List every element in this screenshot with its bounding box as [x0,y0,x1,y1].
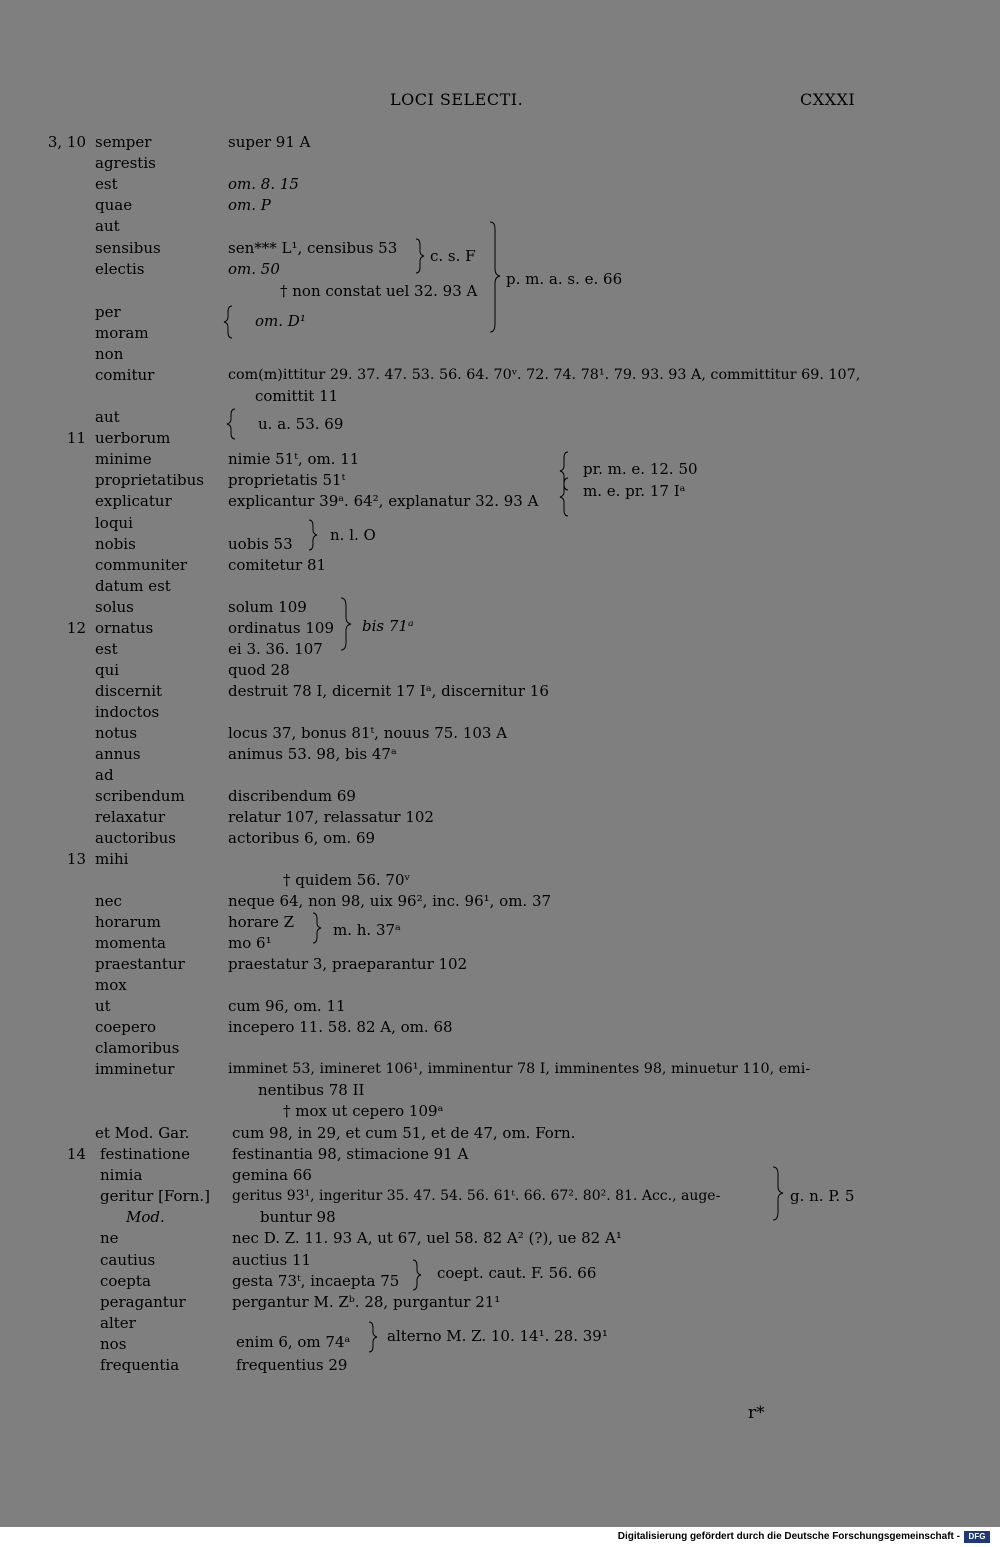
variant-note: explicantur 39ᵃ. 64², explanatur 32. 93 A [228,492,539,510]
lemma: et Mod. Gar. [95,1124,190,1142]
lemma: mihi [95,850,129,868]
brace-alterno [369,1322,377,1352]
variant-note: comitetur 81 [228,556,327,574]
variant-note: cum 98, in 29, et cum 51, et de 47, om. Forn. [232,1124,576,1142]
line-reference: 14 [66,1145,86,1163]
lemma: mox [95,976,127,994]
lemma: agrestis [95,154,156,172]
variant-note: relatur 107, relassatur 102 [228,808,434,826]
variant-note: gesta 73ᵗ, incaepta 75 [232,1272,400,1290]
brace-coept-caut [413,1260,421,1290]
variant-note: † non constat uel 32. 93 A [280,282,478,300]
lemma: frequentia [100,1356,180,1374]
lemma: notus [95,724,138,742]
lemma: coepero [95,1018,156,1036]
variant-note: nimie 51ᵗ, om. 11 [228,450,360,468]
lemma: moram [95,324,149,342]
lemma: nimia [100,1166,143,1184]
lemma: electis [95,260,145,278]
variant-note: proprietatis 51ᵗ [228,471,346,489]
lemma: est [95,640,118,658]
variant-note: † quidem 56. 70ᵛ [283,871,411,889]
lemma: loqui [95,514,133,532]
lemma: explicatur [95,492,172,510]
lemma: ad [95,766,114,784]
variant-note: ordinatus 109 [228,619,334,637]
running-title: LOCI SELECTI. [390,90,524,109]
lemma: discernit [95,682,163,700]
brace-c-s-f [416,239,424,273]
line-reference: 3, 10 [47,133,86,151]
brace-m-e-pr [560,478,568,516]
variant-note: uobis 53 [228,535,293,553]
variant-note: nec D. Z. 11. 93 A, ut 67, uel 58. 82 A² (?), ue 82 A¹ [232,1229,622,1247]
footer-bar [0,1527,1000,1547]
variant-note: animus 53. 98, bis 47ᵃ [228,745,397,763]
brace-n-l-o [309,520,317,550]
lemma: aut [95,217,120,235]
variant-note: destruit 78 I, dicernit 17 Iᵃ, discernitur 16 [228,682,549,700]
lemma: sensibus [95,239,161,257]
brace-m-h [313,913,321,943]
variant-note: ei 3. 36. 107 [228,640,323,658]
lemma: praestantur [95,955,185,973]
lemma: coepta [100,1272,151,1290]
lemma: auctoribus [95,829,176,847]
lemma: minime [95,450,152,468]
lemma: datum est [95,577,171,595]
brace-g-n-p [773,1167,783,1220]
variant-note: praestatur 3, praeparantur 102 [228,955,468,973]
lemma: clamoribus [95,1039,180,1057]
variant-note: om. 8. 15 [228,175,299,193]
brace-note: g. n. P. 5 [790,1187,855,1205]
variant-note: locus 37, bonus 81ᵗ, nouus 75. 103 A [228,724,508,742]
lemma: nec [95,892,122,910]
brace-note: p. m. a. s. e. 66 [506,270,623,288]
brace-note: m. e. pr. 17 Iᵃ [583,482,686,500]
variant-note: † mox ut cepero 109ᵃ [283,1102,444,1120]
lemma: semper [95,133,152,151]
lemma: peragantur [100,1293,186,1311]
lemma: geritur [Forn.] [100,1187,210,1205]
lemma: scribendum [95,787,185,805]
brace-note: bis 71ᵃ [362,617,414,635]
funding-notice: Digitalisierung gefördert durch die Deutsche Forschungsgemeinschaft - [617,1531,960,1542]
lemma: imminetur [95,1060,175,1078]
variant-note: actoribus 6, om. 69 [228,829,376,847]
lemma: Mod. [126,1208,165,1226]
lemma: qui [95,661,120,679]
lemma: communiter [95,556,188,574]
line-reference: 11 [66,429,86,447]
variant-note: nentibus 78 II [258,1081,365,1099]
variant-note: sen*** L¹, censibus 53 [228,239,398,257]
variant-note: festinantia 98, stimacione 91 A [232,1145,469,1163]
variant-note: cum 96, om. 11 [228,997,346,1015]
line-reference: 12 [66,619,86,637]
lemma: nos [100,1335,127,1353]
variant-note: gemina 66 [232,1166,312,1184]
variant-note: neque 64, non 98, uix 96², inc. 96¹, om. 37 [228,892,552,910]
variant-note: solum 109 [228,598,307,616]
lemma: annus [95,745,141,763]
brace-note: coept. caut. F. 56. 66 [437,1264,597,1282]
variant-note: om. P [228,196,271,214]
lemma: relaxatur [95,808,166,826]
variant-note: auctius 11 [232,1251,312,1269]
brace-p-m-a-s-e [490,222,500,332]
variant-note: incepero 11. 58. 82 A, om. 68 [228,1018,453,1036]
lemma: alter [100,1314,136,1332]
variant-note: om. D¹ [255,312,306,330]
lemma: quae [95,196,133,214]
variant-note: super 91 A [228,133,311,151]
variant-note: u. a. 53. 69 [258,415,344,433]
variant-note: enim 6, om 74ᵃ [236,1333,351,1351]
page-number: CXXXI [800,90,856,109]
lemma: comitur [95,366,155,384]
lemma: ne [100,1229,119,1247]
brace-note: pr. m. e. 12. 50 [583,460,698,478]
lemma: solus [95,598,134,616]
lemma: festinatione [100,1145,190,1163]
variant-note: horare Z [228,913,295,931]
lemma: momenta [95,934,166,952]
brace-note: c. s. F [430,247,476,265]
line-reference: 13 [66,850,86,868]
variant-note: com(m)ittitur 29. 37. 47. 53. 56. 64. 70ᵛ. 72. 74. 78¹. 79. 93. 93 A, committitur 69. 107, [228,367,861,383]
brace-bis [341,598,351,650]
variant-note: buntur 98 [260,1208,336,1226]
variant-note: discribendum 69 [228,787,356,805]
brace-note: alterno M. Z. 10. 14¹. 28. 39¹ [387,1327,608,1345]
lemma: non [95,345,124,363]
brace-note: m. h. 37ᵃ [333,921,401,939]
variant-note: imminet 53, imineret 106¹, imminentur 78 I, imminentes 98, minuetur 110, emi- [228,1061,811,1077]
brace-om-d [224,306,232,338]
lemma: est [95,175,118,193]
variant-note: mo 6¹ [228,934,272,952]
lemma: per [95,303,121,321]
lemma: ornatus [95,619,154,637]
lemma: horarum [95,913,161,931]
variant-note: geritus 93¹, ingeritur 35. 47. 54. 56. 61ᵗ. 66. 67². 80². 81. Acc., auge- [232,1188,721,1204]
lemma: cautius [100,1251,156,1269]
variant-note: comittit 11 [255,387,339,405]
brace-u-a [227,409,235,439]
variant-note: frequentius 29 [236,1356,348,1374]
variant-note: om. 50 [228,260,280,278]
lemma: nobis [95,535,136,553]
signature-mark: r* [748,1403,765,1423]
brace-note: n. l. O [330,526,376,544]
dfg-logo: DFG [964,1531,990,1543]
lemma: indoctos [95,703,160,721]
variant-note: quod 28 [228,661,290,679]
lemma: ut [95,997,111,1015]
lemma: aut [95,408,120,426]
lemma: proprietatibus [95,471,205,489]
variant-note: pergantur M. Zᵇ. 28, purgantur 21¹ [232,1293,501,1311]
lemma: uerborum [95,429,171,447]
